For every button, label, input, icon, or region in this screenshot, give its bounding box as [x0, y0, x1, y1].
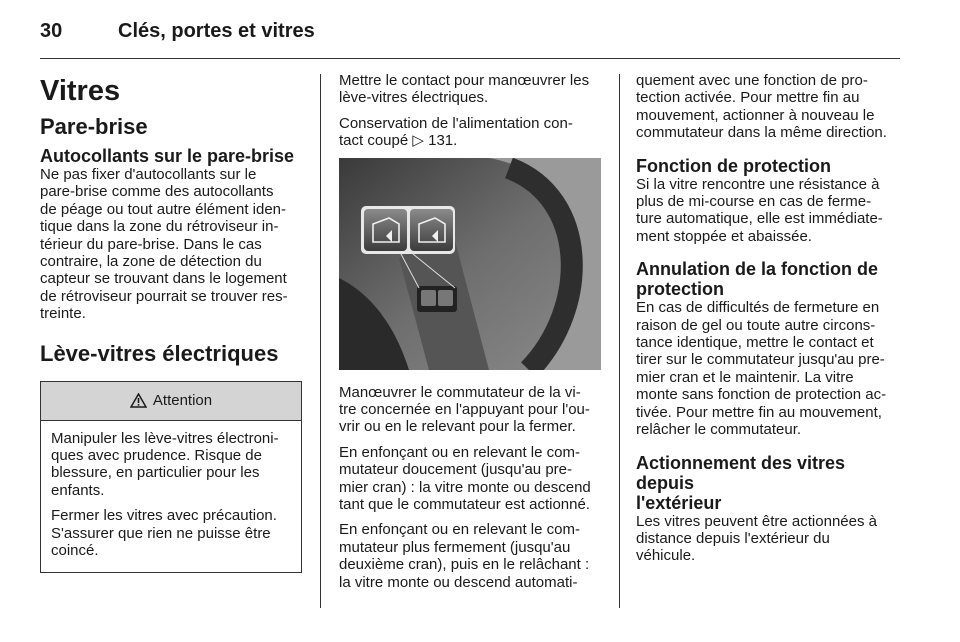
warning-paragraph: Fermer les vitres avec précaution. S'assurer que rien ne puisse être coincé. [51, 507, 277, 560]
page-reference[interactable]: 131. [428, 132, 458, 150]
body-paragraph: Si la vitre rencontre une résistance à plus de mi-course en cas de ferme- ture automatique, elle est immédiate- ment stoppée et abaissée. [636, 175, 883, 245]
page-header [0, 0, 960, 62]
body-paragraph: En cas de difficultés de fermeture en raison de gel ou toute autre circons- tance identique, mettre le contact et tirer sur le commutateur jusqu'au pre- mier cran et le maintenir. La vitre monte sans fonction de protection ac- tivée. Pour mettre fin au mouvement, relâcher le commutateur. [636, 299, 887, 439]
column-right [636, 72, 902, 573]
body-paragraph: Les vitres peuvent être actionnées à distance depuis l'extérieur du véhicule. [636, 512, 877, 565]
column-left [40, 72, 302, 573]
warning-triangle-icon [130, 393, 147, 408]
header-rule [40, 58, 900, 59]
warning-title: Attention [152, 392, 213, 410]
topic-heading: Autocollants sur le pare-brise [40, 146, 295, 166]
body-paragraph: En enfonçant ou en relevant le com- mutateur doucement (jusqu'au pre- mier cran) : la vitre monte ou descend tant que le commutateur est actionné. [339, 443, 591, 514]
column-divider [619, 74, 620, 608]
body-text: Conservation de l'alimentation con- tact coupé [339, 114, 573, 150]
warning-box [40, 381, 302, 573]
section-heading: Vitres [40, 75, 121, 107]
body-paragraph: Mettre le contact pour manœuvrer les lève-vitres électriques. [339, 72, 590, 107]
topic-heading: Actionnement des vitres depuis l'extérieur [636, 452, 846, 513]
body-paragraph: Ne pas fixer d'autocollants sur le pare-brise comme des autocollants de péage ou tout autre élément iden- tique dans la zone du rétroviseur in- térieur du pare-brise. Dans le cas contraire, la zone de détection du capteur se trouvant dans le logement de rétroviseur pourrait se trouver res- treinte. [40, 166, 288, 323]
topic-heading: Fonction de protection [636, 155, 831, 176]
chapter-title: Clés, portes et vitres [118, 20, 315, 42]
body-paragraph: quement avec une fonction de pro- tection activée. Pour mettre fin au mouvement, actionner à nouveau le commutateur dans la même direction. [636, 72, 887, 142]
column-middle [339, 72, 604, 599]
column-divider [320, 74, 321, 608]
subsection-heading: Pare-brise [40, 114, 148, 139]
subsection-heading: Lève-vitres électriques [40, 340, 279, 366]
warning-header [41, 382, 301, 421]
warning-paragraph: Manipuler les lève-vitres électroni- ques avec prudence. Risque de blessure, en particulier pour les enfants. [51, 429, 279, 499]
window-switch-illustration [339, 158, 601, 370]
body-paragraph: En enfonçant ou en relevant le com- mutateur plus fermement (jusqu'au deuxième cran), puis en le relâchant : la vitre monte ou descend automati- [339, 521, 590, 591]
warning-body [41, 421, 301, 572]
page-number: 30 [40, 20, 63, 42]
body-paragraph [339, 115, 604, 150]
topic-heading: Annulation de la fonction de protection [636, 259, 878, 300]
reference-arrow-icon[interactable]: ▷ [412, 132, 424, 150]
body-paragraph: Manœuvrer le commutateur de la vi- tre concernée en l'appuyant pour l'ou- vrir ou en le relevant pour la fermer. [339, 383, 590, 436]
